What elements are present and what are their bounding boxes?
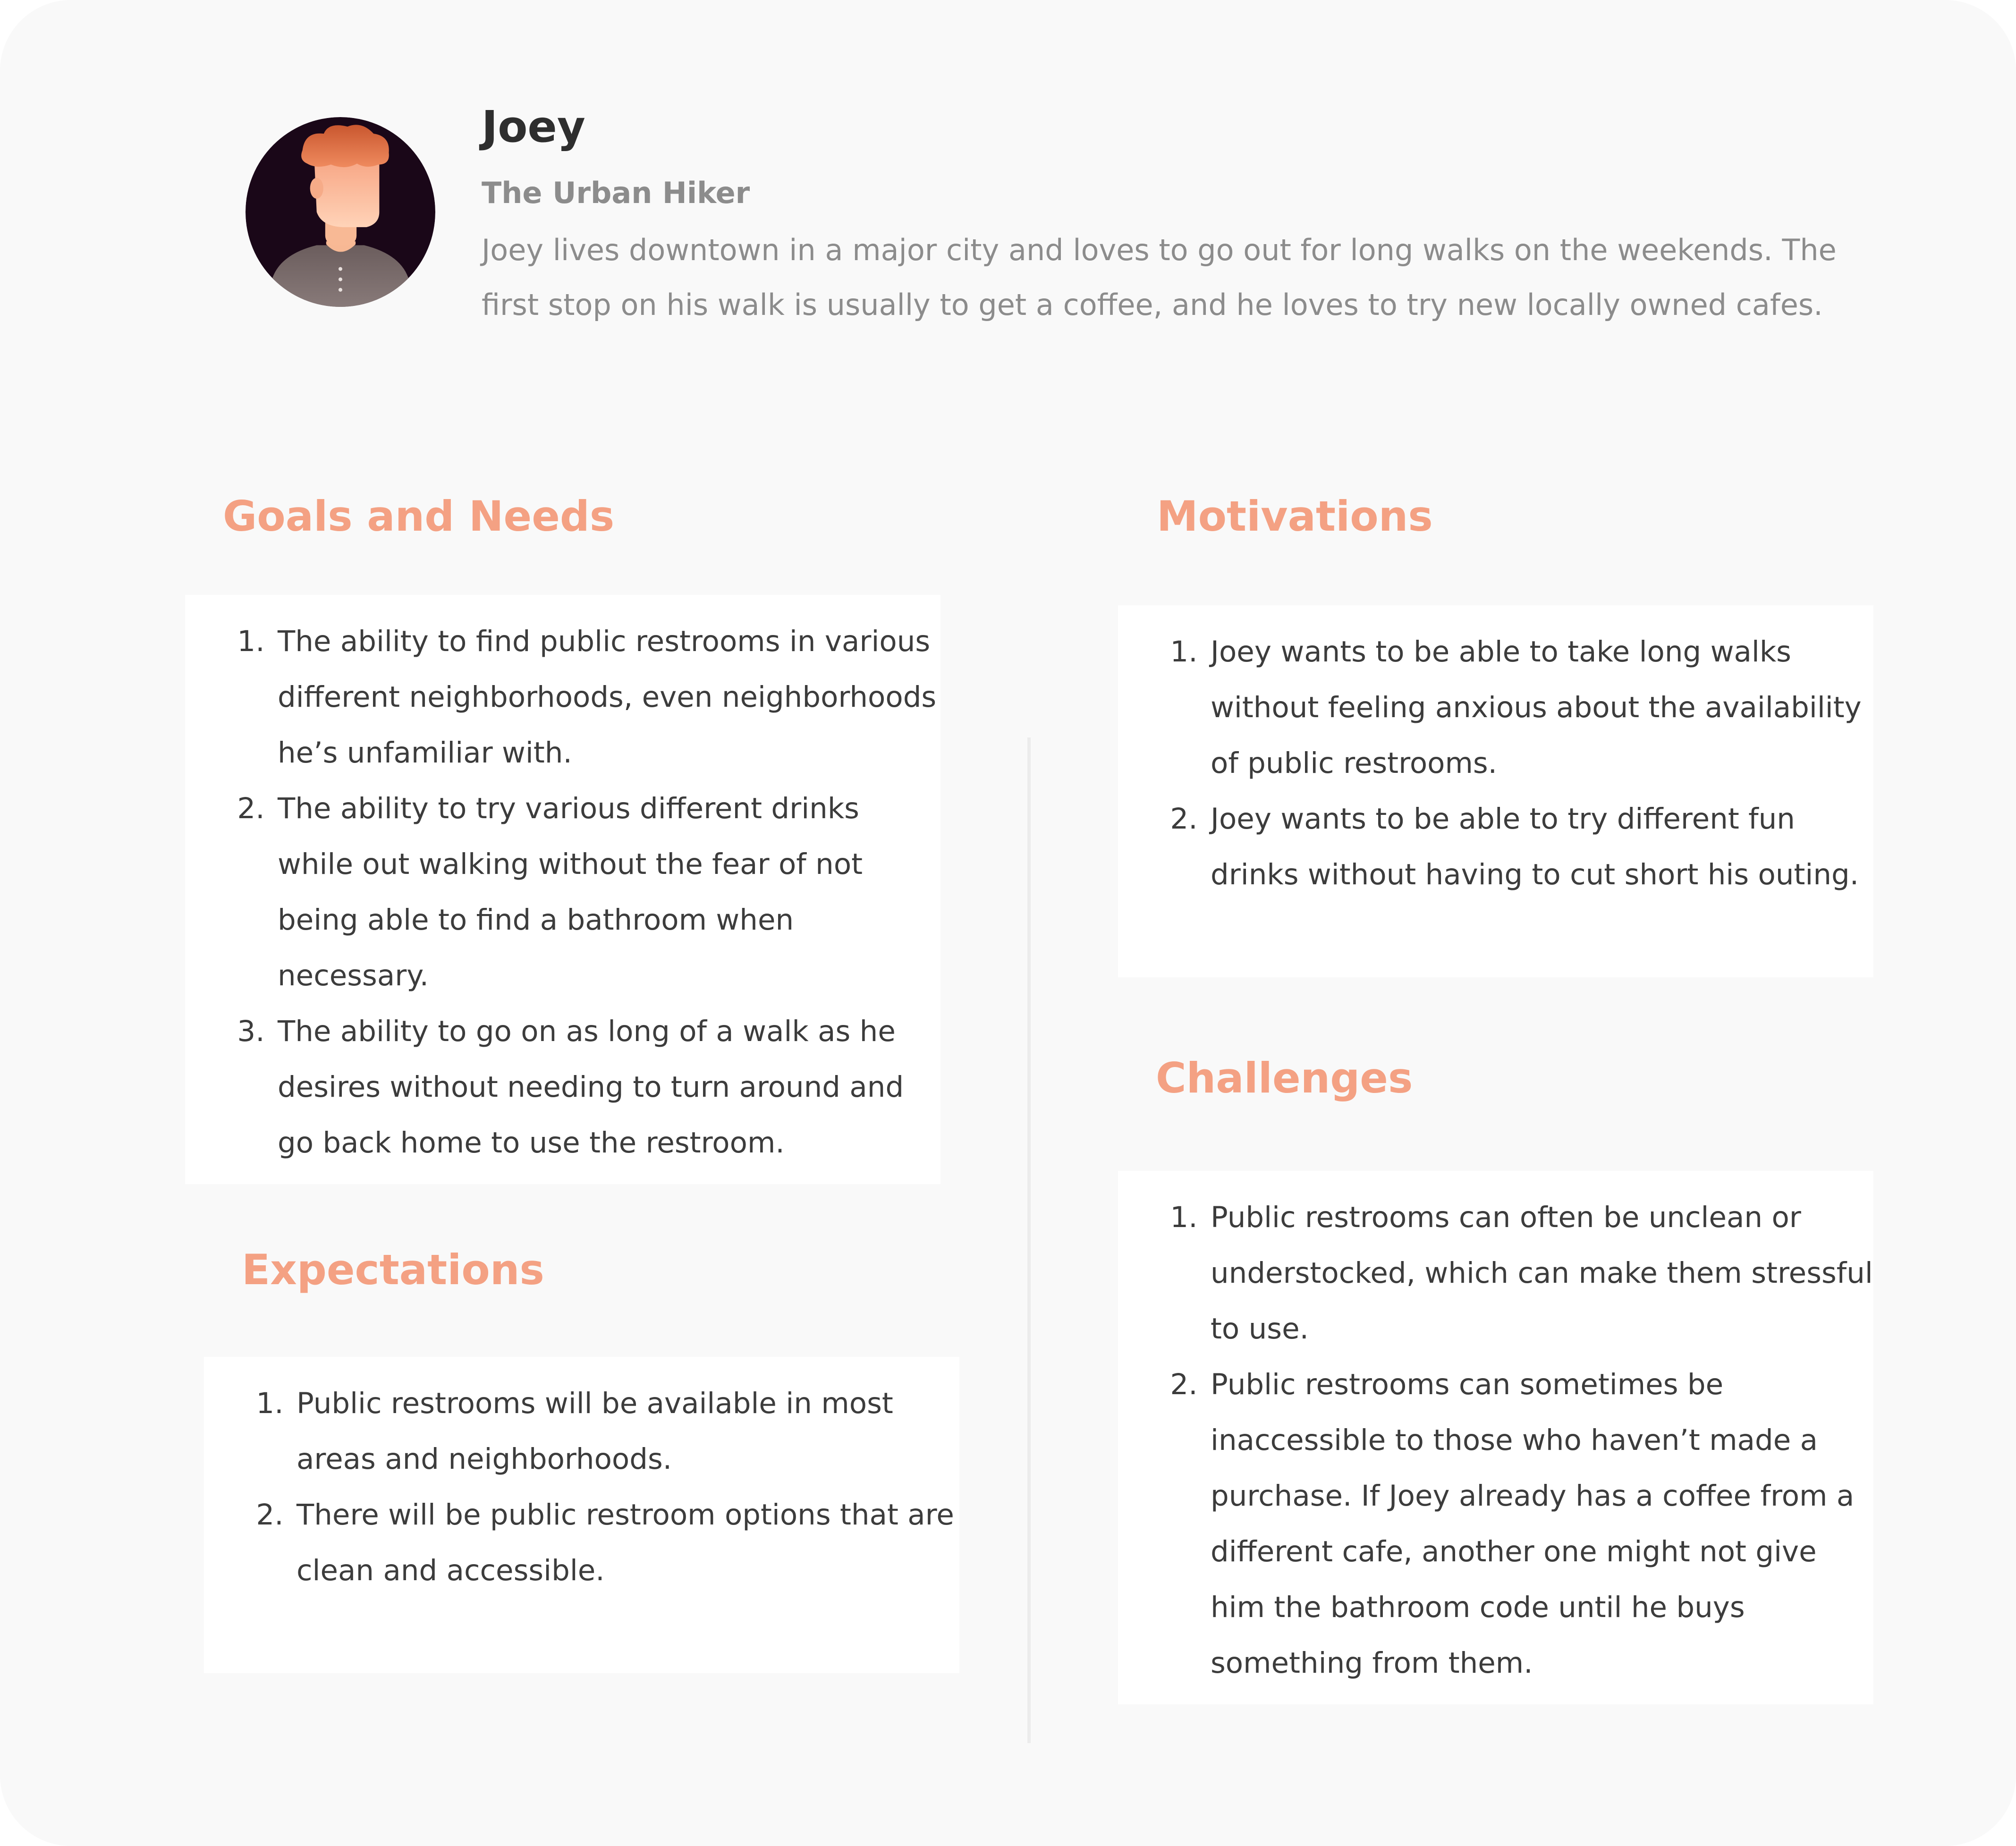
persona-role: The Urban Hiker <box>482 176 750 210</box>
motivation-item: 1. Joey wants to be able to take long walks without feeling anxious about the availability of public restrooms. <box>1207 624 1873 791</box>
persona-name: Joey <box>482 102 585 152</box>
expectations-list <box>204 1376 959 1599</box>
goal-item: 2. The ability to try various different drinks while out walking without the fear of not being able to find a bathroom when necessary. <box>274 781 940 1004</box>
goals-list <box>185 614 940 1171</box>
goals-title: Goals and Needs <box>223 492 615 541</box>
goal-item: 3. The ability to go on as long of a walk as he desires without needing to turn around and go back home to use the restroom. <box>274 1004 940 1171</box>
expectation-item: 2. There will be public restroom options that are clean and accessible. <box>293 1487 959 1599</box>
motivations-list <box>1118 624 1873 903</box>
motivations-card <box>1118 605 1873 977</box>
persona-bio: Joey lives downtown in a major city and loves to go out for long walks on the weekends. The first stop on his walk is usually to get a coffee, and he loves to try new locally owned cafes. <box>482 233 1837 322</box>
expectation-item: 1. Public restrooms will be available in most areas and neighborhoods. <box>293 1376 959 1487</box>
person-avatar-icon <box>246 117 435 307</box>
goals-card <box>185 595 940 1184</box>
column-divider <box>1027 737 1031 1743</box>
expectations-title: Expectations <box>242 1245 544 1294</box>
motivation-item: 2. Joey wants to be able to try different fun drinks without having to cut short his outing. <box>1207 791 1873 903</box>
challenge-item: 1. Public restrooms can often be unclean or understocked, which can make them stressful to use. <box>1207 1190 1873 1357</box>
expectations-card <box>204 1357 959 1673</box>
challenges-card <box>1118 1171 1873 1704</box>
goal-item: 1. The ability to find public restrooms in various different neighborhoods, even neighborhoods he’s unfamiliar with. <box>274 614 940 781</box>
challenge-item: 2. Public restrooms can sometimes be inaccessible to those who haven’t made a purchase. If Joey already has a coffee from a different cafe, another one might not give him the bathroom code until he buys something from them. <box>1207 1357 1873 1691</box>
challenges-list <box>1118 1190 1873 1691</box>
challenges-title: Challenges <box>1156 1054 1413 1102</box>
motivations-title: Motivations <box>1157 492 1433 541</box>
